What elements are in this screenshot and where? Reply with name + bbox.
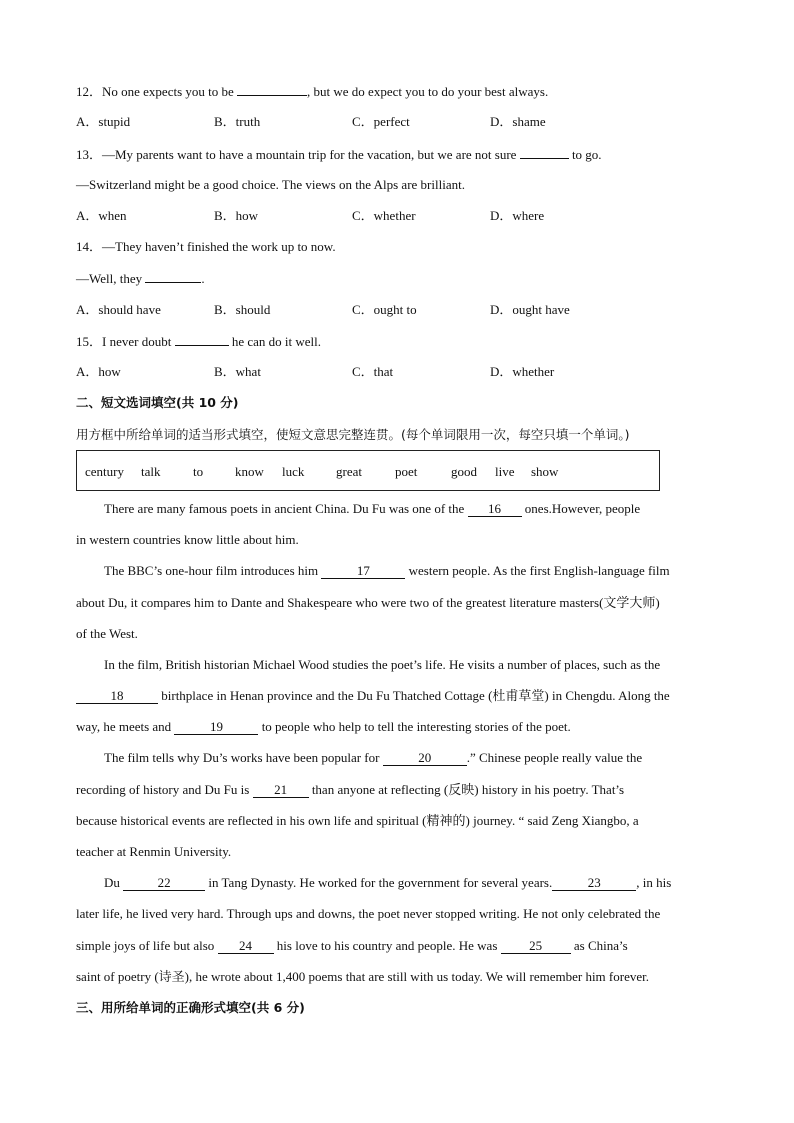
passage-text: Du xyxy=(104,875,124,890)
passage-p1-line1 xyxy=(104,501,640,517)
passage-text: way, he meets and xyxy=(76,719,175,734)
word-bank-box xyxy=(76,450,660,491)
passage-text: birthplace in Henan province and the Du Fu Thatched Cottage (杜甫草堂) in Chengdu. Along the xyxy=(158,688,670,703)
passage-p2-line2: about Du, it compares him to Dante and Shakespeare who were two of the greatest literature masters(文学大师) xyxy=(76,595,660,610)
option-c: C．perfect xyxy=(352,114,410,129)
word-bank-item: to xyxy=(193,464,204,479)
passage-p3-line2 xyxy=(76,688,670,704)
question-12-text-a: 12．No one expects you to be xyxy=(76,84,238,99)
question-14-reply-text-a: —Well, they xyxy=(76,271,146,286)
option-a: A．should have xyxy=(76,302,161,317)
option-b: B．truth xyxy=(214,114,261,129)
question-15-text-a: 15．I never doubt xyxy=(76,334,175,349)
option-d: D．shame xyxy=(490,114,546,129)
option-a: A．how xyxy=(76,364,121,379)
word-bank-item: talk xyxy=(141,464,161,479)
answer-blank xyxy=(145,270,201,283)
numbered-blank-25: 25 xyxy=(501,939,571,954)
question-13-options xyxy=(76,208,676,224)
passage-text: recording of history and Du Fu is xyxy=(76,782,253,797)
question-15-text-b: he can do it well. xyxy=(228,334,321,349)
question-14-reply-text-b: . xyxy=(201,271,205,286)
option-c: C．ought to xyxy=(352,302,417,317)
question-13-text-a: 13．—My parents want to have a mountain trip for the vacation, but we are not sure xyxy=(76,147,520,162)
numbered-blank-20: 20 xyxy=(383,751,467,766)
word-bank-item: know xyxy=(235,464,264,479)
passage-p5-line4: saint of poetry (诗圣), he wrote about 1,400 poems that are still with us today. We will remember him forever. xyxy=(76,969,649,984)
passage-text: western people. As the first English-language film xyxy=(405,563,670,578)
question-12-options xyxy=(76,114,676,130)
word-bank-item: show xyxy=(531,464,559,479)
word-bank-item: live xyxy=(495,464,515,479)
passage-text: his love to his country and people. He was xyxy=(273,938,501,953)
option-b: B．what xyxy=(214,364,261,379)
option-c: C．whether xyxy=(352,208,416,223)
numbered-blank-17: 17 xyxy=(321,564,405,579)
question-13-stem xyxy=(76,146,602,163)
passage-text: The BBC’s one-hour film introduces him xyxy=(104,563,322,578)
answer-blank xyxy=(520,146,569,159)
option-d: D．where xyxy=(490,208,545,223)
passage-p2-line1 xyxy=(104,563,670,579)
passage-text: , in his xyxy=(636,875,672,890)
answer-blank xyxy=(237,83,307,96)
passage-text: to people who help to tell the interesting stories of the poet. xyxy=(258,719,571,734)
option-d: D．whether xyxy=(490,364,555,379)
option-a: A．stupid xyxy=(76,114,131,129)
passage-p5-line1 xyxy=(104,875,671,891)
numbered-blank-19: 19 xyxy=(174,720,258,735)
section-3-heading: 三、用所给单词的正确形式填空(共 6 分) xyxy=(76,1000,305,1015)
section-2-instruction: 用方框中所给单词的适当形式填空，使短文意思完整连贯。(每个单词限用一次，每空只填一个单词。) xyxy=(76,427,630,442)
question-13-reply: —Switzerland might be a good choice. The views on the Alps are brilliant. xyxy=(76,177,465,192)
numbered-blank-18: 18 xyxy=(76,689,158,704)
passage-p2-line3: of the West. xyxy=(76,626,138,641)
question-15-options xyxy=(76,364,676,380)
option-b: B．should xyxy=(214,302,271,317)
numbered-blank-22: 22 xyxy=(123,876,205,891)
passage-text: The film tells why Du’s works have been popular for xyxy=(104,750,383,765)
word-bank-item: century xyxy=(85,464,124,479)
word-bank-item: great xyxy=(336,464,362,479)
option-b: B．how xyxy=(214,208,259,223)
answer-blank xyxy=(175,333,229,346)
question-12-stem xyxy=(76,83,548,100)
word-bank-item: luck xyxy=(282,464,305,479)
passage-p5-line3 xyxy=(76,938,628,954)
numbered-blank-16: 16 xyxy=(468,502,522,517)
passage-p3-line1: In the film, British historian Michael Wood studies the poet’s life. He visits a number of places, such as the xyxy=(104,657,661,672)
option-c: C．that xyxy=(352,364,394,379)
question-12-text-b: , but we do expect you to do your best always. xyxy=(307,84,549,99)
passage-text: than anyone at reflecting (反映) history in his poetry. That’s xyxy=(308,782,625,797)
option-d: D．ought have xyxy=(490,302,570,317)
passage-text: as China’s xyxy=(570,938,628,953)
passage-text: .” Chinese people really value the xyxy=(466,750,643,765)
section-2-heading: 二、短文选词填空(共 10 分) xyxy=(76,395,239,410)
word-bank-item: good xyxy=(451,464,477,479)
question-14-options xyxy=(76,302,676,318)
numbered-blank-23: 23 xyxy=(552,876,636,891)
passage-text: There are many famous poets in ancient China. Du Fu was one of the xyxy=(104,501,468,516)
word-bank-item: poet xyxy=(395,464,418,479)
question-14-reply xyxy=(76,270,205,287)
passage-text: simple joys of life but also xyxy=(76,938,218,953)
passage-text: in Tang Dynasty. He worked for the government for several years. xyxy=(205,875,553,890)
passage-p1-line2: in western countries know little about him. xyxy=(76,532,299,547)
passage-p4-line3: because historical events are reflected in his own life and spiritual (精神的) journey. “ said Zeng Xiangbo, a xyxy=(76,813,639,828)
question-14-stem: 14．—They haven’t finished the work up to now. xyxy=(76,239,336,254)
option-a: A．when xyxy=(76,208,127,223)
numbered-blank-21: 21 xyxy=(253,783,309,798)
passage-p3-line3 xyxy=(76,719,571,735)
question-13-text-b: to go. xyxy=(568,147,602,162)
passage-p5-line2: later life, he lived very hard. Through ups and downs, the poet never stopped writing. He not only celebrated the xyxy=(76,906,661,921)
passage-p4-line1 xyxy=(104,750,642,766)
passage-p4-line2 xyxy=(76,782,624,798)
passage-text: ones.However, people xyxy=(521,501,641,516)
passage-p4-line4: teacher at Renmin University. xyxy=(76,844,232,859)
numbered-blank-24: 24 xyxy=(218,939,274,954)
question-15-stem xyxy=(76,333,321,350)
